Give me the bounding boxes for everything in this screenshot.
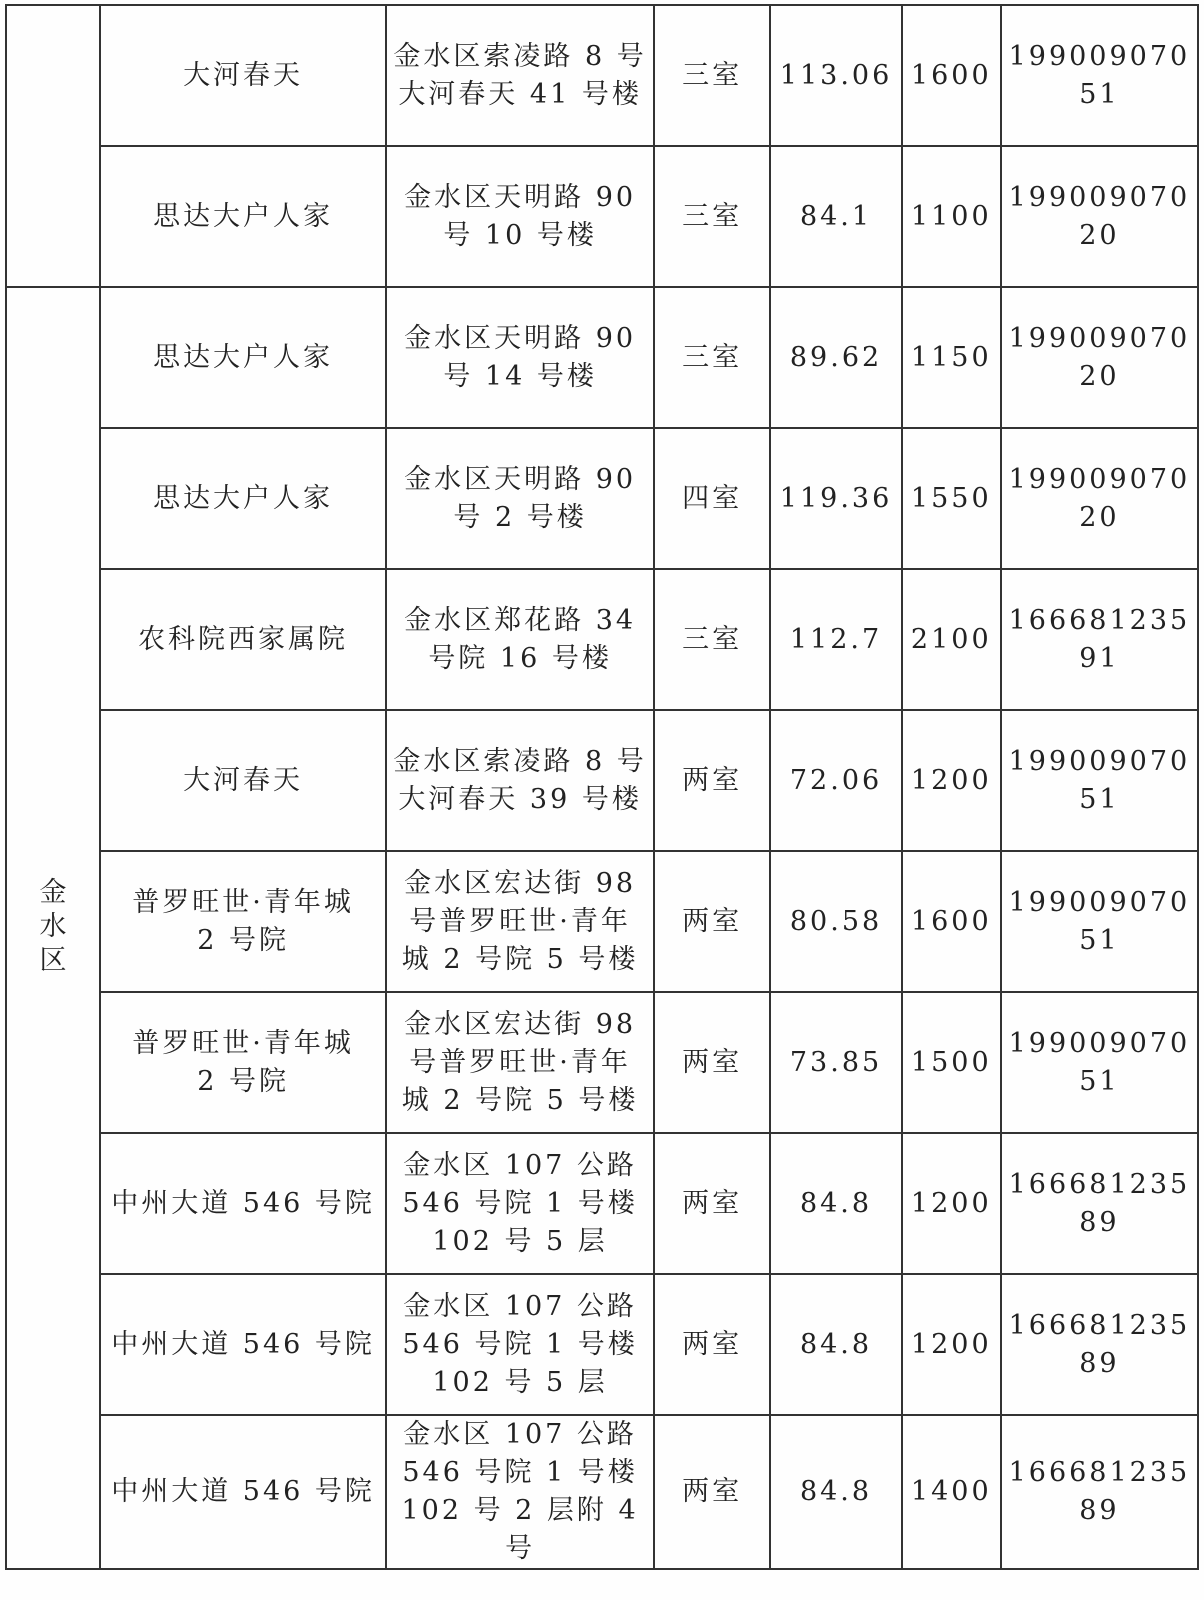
rent-cell: 1550 <box>902 428 1001 569</box>
table-row <box>6 428 1198 569</box>
community-name-cell: 思达大户人家 <box>100 287 386 428</box>
table-row <box>6 569 1198 710</box>
area-cell: 84.8 <box>770 1415 901 1569</box>
rent-cell: 1600 <box>902 5 1001 146</box>
room-type-cell: 两室 <box>654 1133 770 1274</box>
address-cell: 金水区 107 公路 546 号院 1 号楼 102 号 5 层 <box>386 1133 654 1274</box>
address-cell: 金水区宏达街 98 号普罗旺世·青年 城 2 号院 5 号楼 <box>386 851 654 992</box>
address-cell: 金水区索凌路 8 号 大河春天 39 号楼 <box>386 710 654 851</box>
community-name-cell: 中州大道 546 号院 <box>100 1415 386 1569</box>
address-cell: 金水区索凌路 8 号 大河春天 41 号楼 <box>386 5 654 146</box>
community-name-cell: 农科院西家属院 <box>100 569 386 710</box>
room-type-cell: 四室 <box>654 428 770 569</box>
room-type-cell: 三室 <box>654 5 770 146</box>
district-cell <box>6 287 100 1569</box>
table-row <box>6 851 1198 992</box>
rent-cell: 2100 <box>902 569 1001 710</box>
phone-cell: 16668123589 <box>1001 1415 1198 1569</box>
phone-cell: 19900907020 <box>1001 428 1198 569</box>
table-row <box>6 1415 1198 1569</box>
room-type-cell: 两室 <box>654 1415 770 1569</box>
address-cell: 金水区宏达街 98 号普罗旺世·青年 城 2 号院 5 号楼 <box>386 992 654 1133</box>
area-cell: 89.62 <box>770 287 901 428</box>
table-row <box>6 710 1198 851</box>
community-name-cell: 大河春天 <box>100 5 386 146</box>
area-cell: 80.58 <box>770 851 901 992</box>
phone-cell: 16668123589 <box>1001 1274 1198 1415</box>
area-cell: 113.06 <box>770 5 901 146</box>
address-cell: 金水区 107 公路 546 号院 1 号楼 102 号 2 层附 4 号 <box>386 1415 654 1569</box>
address-cell: 金水区郑花路 34 号院 16 号楼 <box>386 569 654 710</box>
address-cell: 金水区 107 公路 546 号院 1 号楼 102 号 5 层 <box>386 1274 654 1415</box>
phone-cell: 19900907051 <box>1001 5 1198 146</box>
rent-cell: 1200 <box>902 1274 1001 1415</box>
community-name-cell: 普罗旺世·青年城 2 号院 <box>100 851 386 992</box>
community-name-cell: 中州大道 546 号院 <box>100 1274 386 1415</box>
room-type-cell: 两室 <box>654 992 770 1133</box>
room-type-cell: 三室 <box>654 287 770 428</box>
area-cell: 72.06 <box>770 710 901 851</box>
phone-cell: 19900907051 <box>1001 851 1198 992</box>
address-cell: 金水区天明路 90 号 10 号楼 <box>386 146 654 287</box>
district-label: 金水区 <box>39 877 67 976</box>
room-type-cell: 两室 <box>654 710 770 851</box>
phone-cell: 19900907051 <box>1001 710 1198 851</box>
table-row <box>6 1133 1198 1274</box>
rent-cell: 1150 <box>902 287 1001 428</box>
table-row <box>6 1274 1198 1415</box>
area-cell: 112.7 <box>770 569 901 710</box>
phone-cell: 19900907020 <box>1001 287 1198 428</box>
area-cell: 84.8 <box>770 1133 901 1274</box>
community-name-cell: 思达大户人家 <box>100 146 386 287</box>
rent-cell: 1200 <box>902 1133 1001 1274</box>
community-name-cell: 中州大道 546 号院 <box>100 1133 386 1274</box>
rent-cell: 1200 <box>902 710 1001 851</box>
room-type-cell: 两室 <box>654 1274 770 1415</box>
rental-listing-table <box>5 4 1199 1570</box>
district-cell-continued <box>6 5 100 287</box>
room-type-cell: 三室 <box>654 146 770 287</box>
table-row <box>6 146 1198 287</box>
community-name-cell: 大河春天 <box>100 710 386 851</box>
room-type-cell: 三室 <box>654 569 770 710</box>
area-cell: 73.85 <box>770 992 901 1133</box>
area-cell: 84.1 <box>770 146 901 287</box>
area-cell: 84.8 <box>770 1274 901 1415</box>
community-name-cell: 普罗旺世·青年城 2 号院 <box>100 992 386 1133</box>
rent-cell: 1500 <box>902 992 1001 1133</box>
rent-cell: 1100 <box>902 146 1001 287</box>
phone-cell: 16668123589 <box>1001 1133 1198 1274</box>
phone-cell: 19900907020 <box>1001 146 1198 287</box>
phone-cell: 16668123591 <box>1001 569 1198 710</box>
address-cell: 金水区天明路 90 号 2 号楼 <box>386 428 654 569</box>
room-type-cell: 两室 <box>654 851 770 992</box>
table-row <box>6 992 1198 1133</box>
community-name-cell: 思达大户人家 <box>100 428 386 569</box>
table-row <box>6 287 1198 428</box>
rent-cell: 1400 <box>902 1415 1001 1569</box>
table-row <box>6 5 1198 146</box>
rent-cell: 1600 <box>902 851 1001 992</box>
address-cell: 金水区天明路 90 号 14 号楼 <box>386 287 654 428</box>
area-cell: 119.36 <box>770 428 901 569</box>
phone-cell: 19900907051 <box>1001 992 1198 1133</box>
